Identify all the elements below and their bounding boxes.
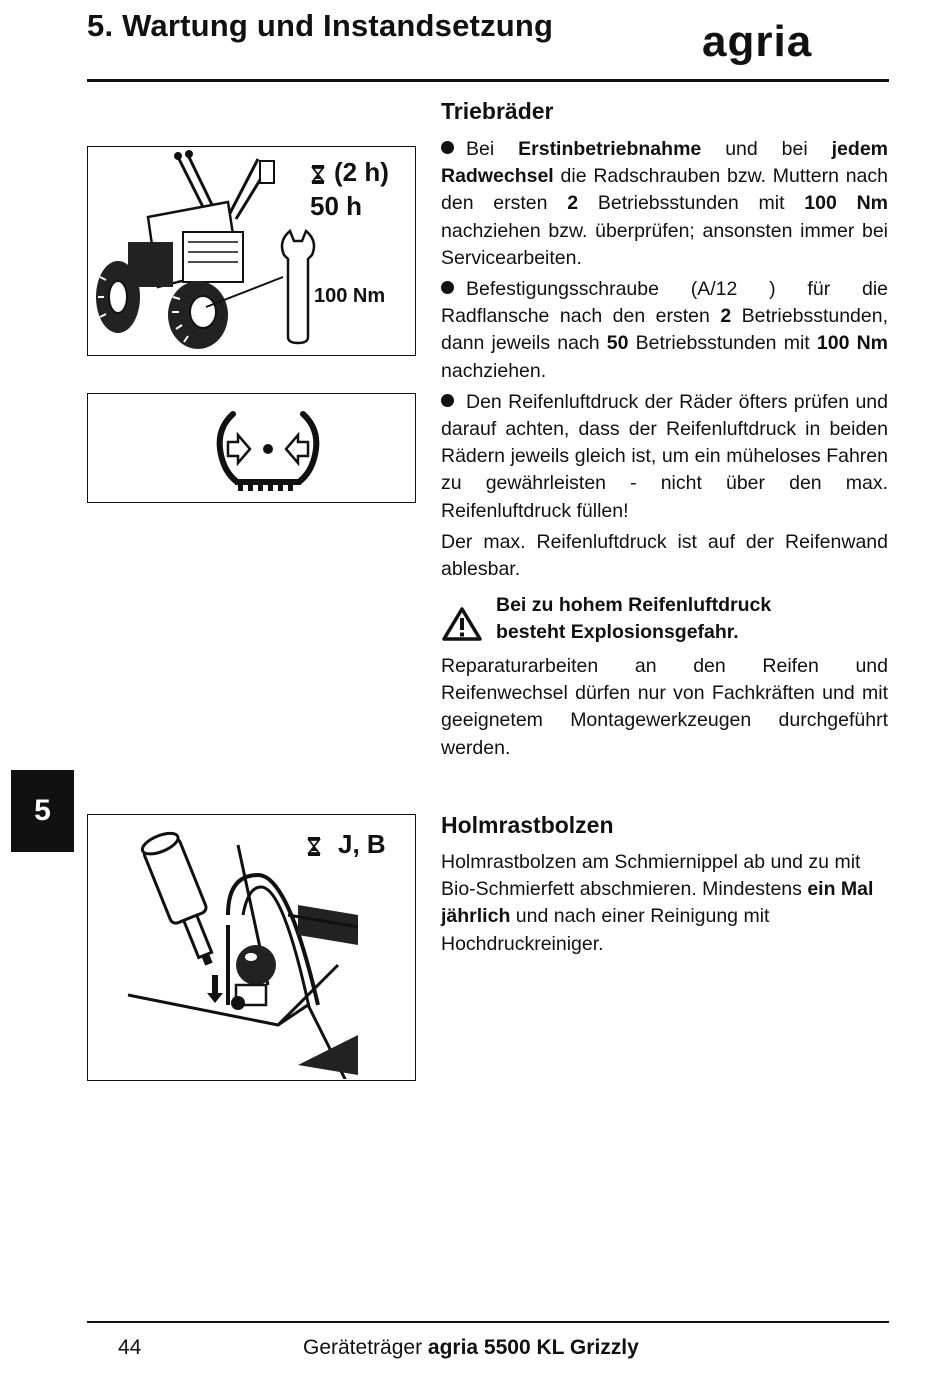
- warning-box: [441, 592, 888, 650]
- paragraph-repair: Reparaturarbeiten an den Reifen und Reifenwechsel dürfen nur von Fachkräften und mit geeignetem Montagewerkzeugen durchgeführt werden.: [441, 655, 888, 759]
- chapter-title: 5. Wartung und Instandsetzung: [87, 8, 554, 43]
- hourglass-icon: [308, 837, 320, 856]
- section-title-triebraeder: Triebräder: [441, 98, 554, 124]
- figure-tire-pressure: [87, 393, 416, 503]
- wrench-icon: [282, 231, 314, 343]
- hourglass-icon: [312, 165, 324, 184]
- paragraph-grease: Holmrastbolzen am Schmiernippel ab und zu mit Bio-Schmierfett abschmieren. Mindestens ein Mal jährlich und nach einer Reinigung mit Hochdruckreiniger.: [441, 851, 874, 955]
- section-title-holmrastbolzen: Holmrastbolzen: [441, 812, 614, 838]
- interval-label-50h: 50 h: [310, 191, 363, 221]
- header-rule: [87, 79, 889, 82]
- section1-text: [441, 136, 888, 587]
- torque-label: 100 Nm: [314, 285, 386, 307]
- page-number: 44: [118, 1336, 142, 1359]
- section2-text: [441, 849, 888, 962]
- section1-repair-text: [441, 653, 888, 766]
- figure-grease-nipple: [87, 814, 416, 1081]
- warning-icon: [441, 606, 483, 642]
- footer-title: Geräteträger agria 5500 KL Grizzly: [303, 1336, 639, 1359]
- bullet-icon: [441, 394, 454, 407]
- bullet-icon: [441, 281, 454, 294]
- paragraph-fastening-screw: Befestigungsschraube (A/12 ) für die Radflansche nach den ersten 2 Betriebsstunden, dann jeweils nach 50 Betriebsstunden mit 100 Nm nachziehen.: [441, 278, 889, 382]
- logo-text: agria: [702, 22, 813, 66]
- interval-label-jb: J, B: [338, 829, 386, 859]
- interval-label-2h: (2 h): [334, 157, 389, 187]
- bullet-icon: [441, 141, 454, 154]
- paragraph-first-use: Bei Erstinbetriebnahme und bei jedem Radwechsel die Radschrauben bzw. Muttern nach den ersten 2 Betriebsstunden mit 100 Nm nachziehen bzw. überprüfen; ansonsten immer bei Servicearbeiten.: [441, 138, 888, 269]
- agria-logo: [700, 22, 865, 72]
- chapter-tab: 5: [11, 770, 74, 852]
- paragraph-max-pressure: Der max. Reifenluftdruck ist auf der Reifenwand ablesbar.: [441, 530, 888, 581]
- tire-pressure-icon: [88, 394, 414, 501]
- figure-wheel-torque: [87, 146, 416, 356]
- paragraph-tire-pressure: Den Reifenluftdruck der Räder öfters prüfen und darauf achten, dass der Reifenluftdruck in beiden Rädern jeweils gleich ist, um ein müheloses Fahren zu gewährleisten - nicht über den max. Reifenluftdruck füllen!: [441, 390, 888, 522]
- warning-text: Bei zu hohem Reifenluftdruck besteht Explosionsgefahr.: [496, 594, 772, 643]
- footer-rule: [87, 1321, 889, 1323]
